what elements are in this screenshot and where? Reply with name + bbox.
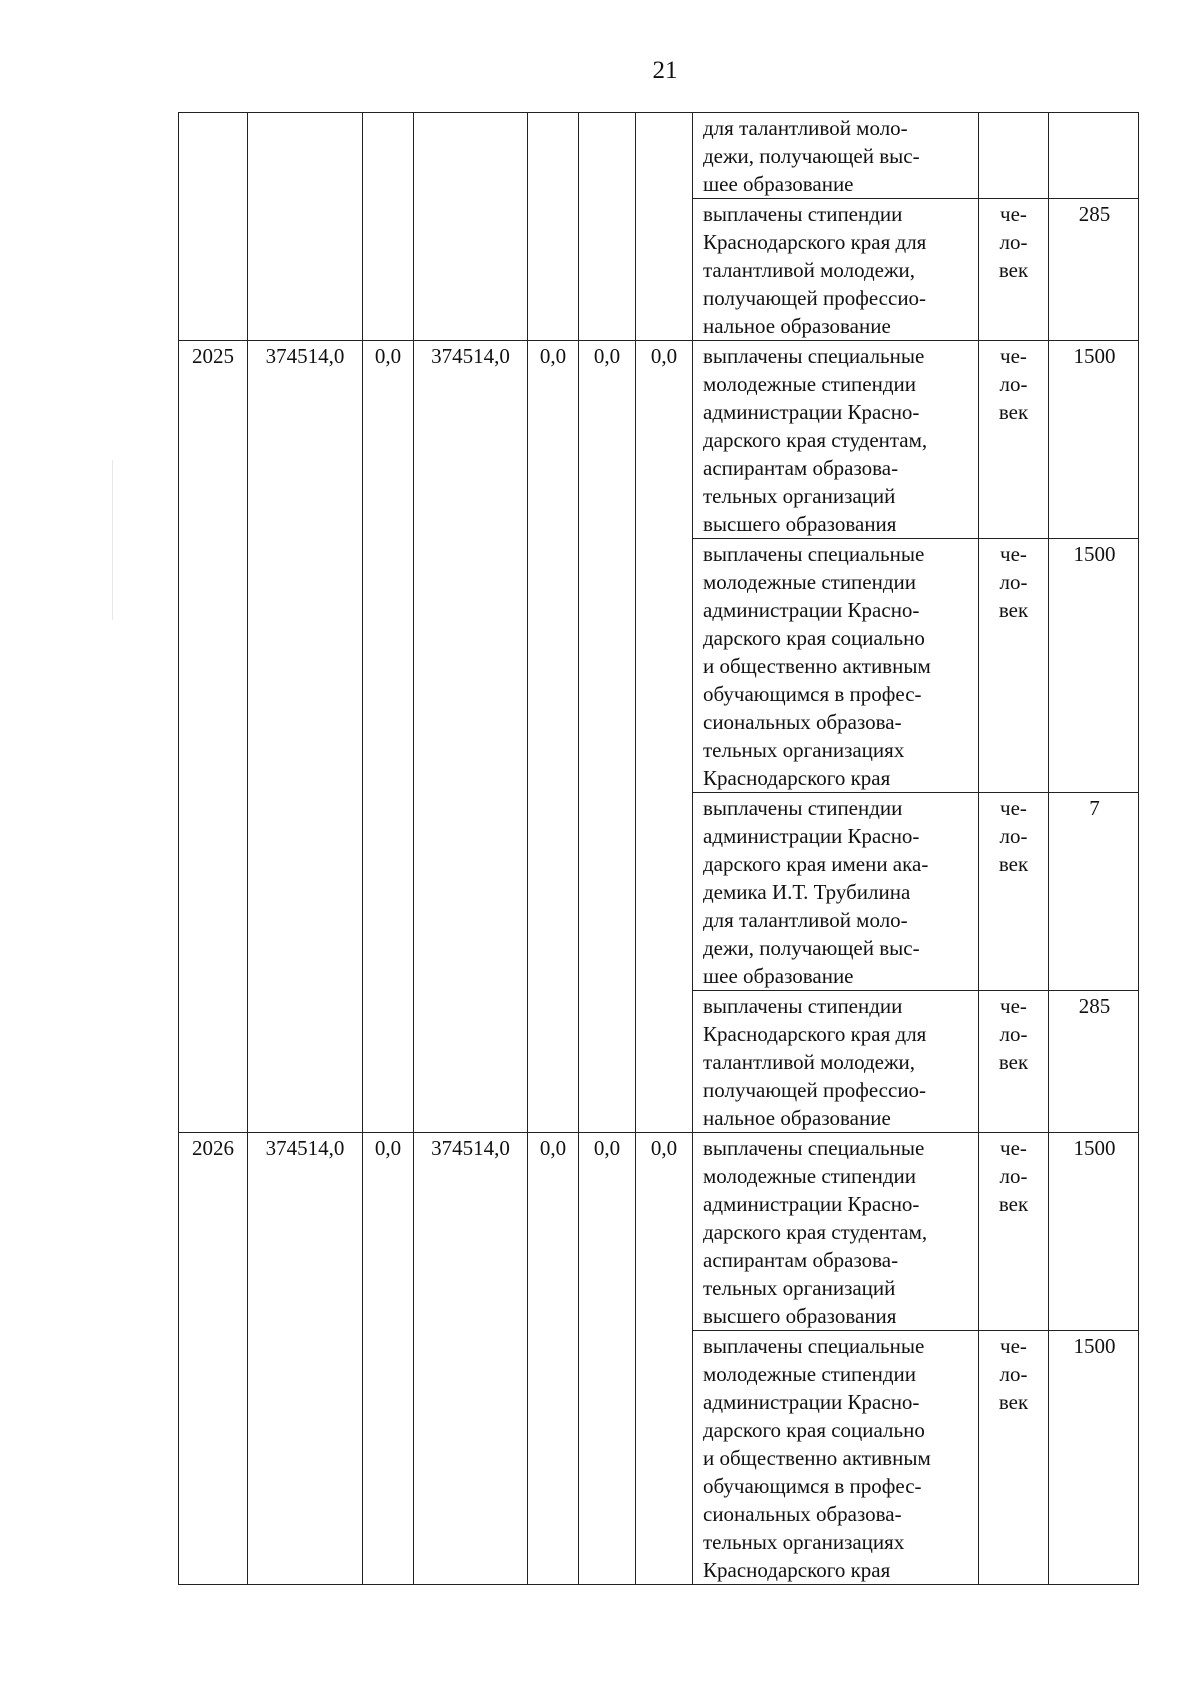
indicator-value-cell <box>1049 113 1139 199</box>
indicator-description-cell <box>693 1133 979 1331</box>
indicator-text-line: и общественно активным <box>703 1446 931 1470</box>
indicator-text-line: молодежные стипендии <box>703 570 917 594</box>
indicator-text-line: шее образование <box>703 172 854 196</box>
indicator-text-line: выплачены специальные <box>703 542 925 566</box>
indicator-text-line: получающей профессио- <box>703 286 927 310</box>
indicator-text-line: талантливой молодежи, <box>703 258 915 282</box>
regional-budget-cell <box>414 113 528 341</box>
total-funding-cell: 374514,0 <box>248 1133 363 1585</box>
indicator-text-line: дарского края студентам, <box>703 1220 928 1244</box>
unit-cell <box>979 991 1049 1133</box>
unit-text-line: век <box>998 1050 1029 1074</box>
indicator-text-line: дарского края имени ака- <box>703 852 929 876</box>
indicator-text-line: Краснодарского края для <box>703 1022 927 1046</box>
unit-cell <box>979 199 1049 341</box>
indicator-description-cell <box>693 113 979 199</box>
year-cell <box>179 113 248 341</box>
regional-budget-cell: 374514,0 <box>414 341 528 1133</box>
unit-text-line: ло- <box>999 570 1028 594</box>
indicator-text-line: дежи, получающей выс- <box>703 144 920 168</box>
indicator-text-line: тельных организациях <box>703 1530 905 1554</box>
indicator-text-line: выплачены стипендии <box>703 202 903 226</box>
indicator-text-line: тельных организаций <box>703 1276 896 1300</box>
indicator-text-line: получающей профессио- <box>703 1078 927 1102</box>
unit-text-line: ло- <box>999 230 1028 254</box>
indicator-text-line: молодежные стипендии <box>703 1164 917 1188</box>
indicator-text-line: выплачены специальные <box>703 1334 925 1358</box>
indicator-text-line: молодежные стипендии <box>703 1362 917 1386</box>
unit-text-line: ло- <box>999 824 1028 848</box>
year-cell: 2026 <box>179 1133 248 1585</box>
indicator-description-cell <box>693 539 979 793</box>
other-sources-cell <box>579 113 636 341</box>
indicator-text-line: шее образование <box>703 964 854 988</box>
local-budget-cell: 0,0 <box>528 1133 579 1585</box>
total-funding-cell: 374514,0 <box>248 341 363 1133</box>
local-budget-cell: 0,0 <box>528 341 579 1133</box>
indicator-description-cell <box>693 793 979 991</box>
indicator-text-line: дарского края социально <box>703 1418 925 1442</box>
table-row <box>179 1133 1139 1331</box>
extra-budget-cell <box>636 113 693 341</box>
unit-text-line: че- <box>1000 542 1027 566</box>
indicator-text-line: высшего образования <box>703 512 897 536</box>
unit-text-line: ло- <box>999 1362 1028 1386</box>
table-row <box>179 113 1139 199</box>
unit-text-line: че- <box>1000 1334 1027 1358</box>
regional-budget-cell: 374514,0 <box>414 1133 528 1585</box>
unit-cell <box>979 1133 1049 1331</box>
indicator-text-line: аспирантам образова- <box>703 1248 899 1272</box>
unit-text-line: ло- <box>999 1022 1028 1046</box>
indicator-text-line: выплачены стипендии <box>703 796 903 820</box>
indicator-text-line: тельных организаций <box>703 484 896 508</box>
page-number: 21 <box>652 57 678 84</box>
indicator-value-cell: 1500 <box>1049 1133 1139 1331</box>
unit-text-line: век <box>998 598 1029 622</box>
indicator-text-line: сиональных образова- <box>703 710 902 734</box>
year-cell: 2025 <box>179 341 248 1133</box>
extra-budget-cell: 0,0 <box>636 1133 693 1585</box>
indicator-text-line: молодежные стипендии <box>703 372 917 396</box>
total-funding-cell <box>248 113 363 341</box>
table-row <box>179 341 1139 539</box>
indicator-value-cell: 285 <box>1049 199 1139 341</box>
unit-text-line: век <box>998 852 1029 876</box>
unit-text-line: че- <box>1000 796 1027 820</box>
indicator-value-cell: 285 <box>1049 991 1139 1133</box>
indicator-text-line: талантливой молодежи, <box>703 1050 915 1074</box>
local-budget-cell <box>528 113 579 341</box>
indicator-text-line: администрации Красно- <box>703 824 920 848</box>
indicator-text-line: нальное образование <box>703 314 891 338</box>
indicator-description-cell <box>693 199 979 341</box>
indicator-value-cell: 1500 <box>1049 341 1139 539</box>
indicator-text-line: для талантливой моло- <box>703 116 908 140</box>
indicator-text-line: Краснодарского края <box>703 1558 891 1582</box>
indicator-text-line: Краснодарского края для <box>703 230 927 254</box>
unit-text-line: ло- <box>999 372 1028 396</box>
indicator-text-line: дарского края студентам, <box>703 428 928 452</box>
federal-budget-cell: 0,0 <box>363 1133 414 1585</box>
indicator-value-cell: 1500 <box>1049 1331 1139 1585</box>
indicator-text-line: администрации Красно- <box>703 1390 920 1414</box>
table-body <box>179 113 1139 1585</box>
indicator-text-line: обучающимся в профес- <box>703 1474 922 1498</box>
indicator-text-line: нальное образование <box>703 1106 891 1130</box>
indicator-description-cell <box>693 341 979 539</box>
indicator-text-line: и общественно активным <box>703 654 931 678</box>
indicator-text-line: администрации Красно- <box>703 1192 920 1216</box>
extra-budget-cell: 0,0 <box>636 341 693 1133</box>
indicator-text-line: выплачены специальные <box>703 1136 925 1160</box>
other-sources-cell: 0,0 <box>579 341 636 1133</box>
indicator-text-line: дежи, получающей выс- <box>703 936 920 960</box>
indicator-value-cell: 7 <box>1049 793 1139 991</box>
federal-budget-cell <box>363 113 414 341</box>
indicator-text-line: сиональных образова- <box>703 1502 902 1526</box>
unit-cell <box>979 793 1049 991</box>
indicator-description-cell <box>693 991 979 1133</box>
indicator-text-line: аспирантам образова- <box>703 456 899 480</box>
indicator-text-line: обучающимся в профес- <box>703 682 922 706</box>
unit-cell <box>979 1331 1049 1585</box>
scan-artifact-line <box>112 460 113 620</box>
indicator-text-line: тельных организациях <box>703 738 905 762</box>
federal-budget-cell: 0,0 <box>363 341 414 1133</box>
unit-cell <box>979 113 1049 199</box>
unit-text-line: век <box>998 258 1029 282</box>
indicator-text-line: Краснодарского края <box>703 766 891 790</box>
indicator-text-line: администрации Красно- <box>703 598 920 622</box>
unit-text-line: че- <box>1000 1136 1027 1160</box>
unit-text-line: че- <box>1000 202 1027 226</box>
indicator-text-line: администрации Красно- <box>703 400 920 424</box>
indicator-text-line: дарского края социально <box>703 626 925 650</box>
unit-text-line: век <box>998 1192 1029 1216</box>
unit-text-line: век <box>998 1390 1029 1414</box>
indicator-text-line: выплачены стипендии <box>703 994 903 1018</box>
unit-cell <box>979 539 1049 793</box>
indicator-text-line: выплачены специальные <box>703 344 925 368</box>
unit-text-line: че- <box>1000 994 1027 1018</box>
indicator-description-cell <box>693 1331 979 1585</box>
indicator-text-line: демика И.Т. Трубилина <box>703 880 911 904</box>
other-sources-cell: 0,0 <box>579 1133 636 1585</box>
unit-text-line: че- <box>1000 344 1027 368</box>
unit-cell <box>979 341 1049 539</box>
indicator-text-line: для талантливой моло- <box>703 908 908 932</box>
indicator-text-line: высшего образования <box>703 1304 897 1328</box>
indicator-value-cell: 1500 <box>1049 539 1139 793</box>
unit-text-line: ло- <box>999 1164 1028 1188</box>
unit-text-line: век <box>998 400 1029 424</box>
funding-indicators-table <box>178 112 1139 1585</box>
